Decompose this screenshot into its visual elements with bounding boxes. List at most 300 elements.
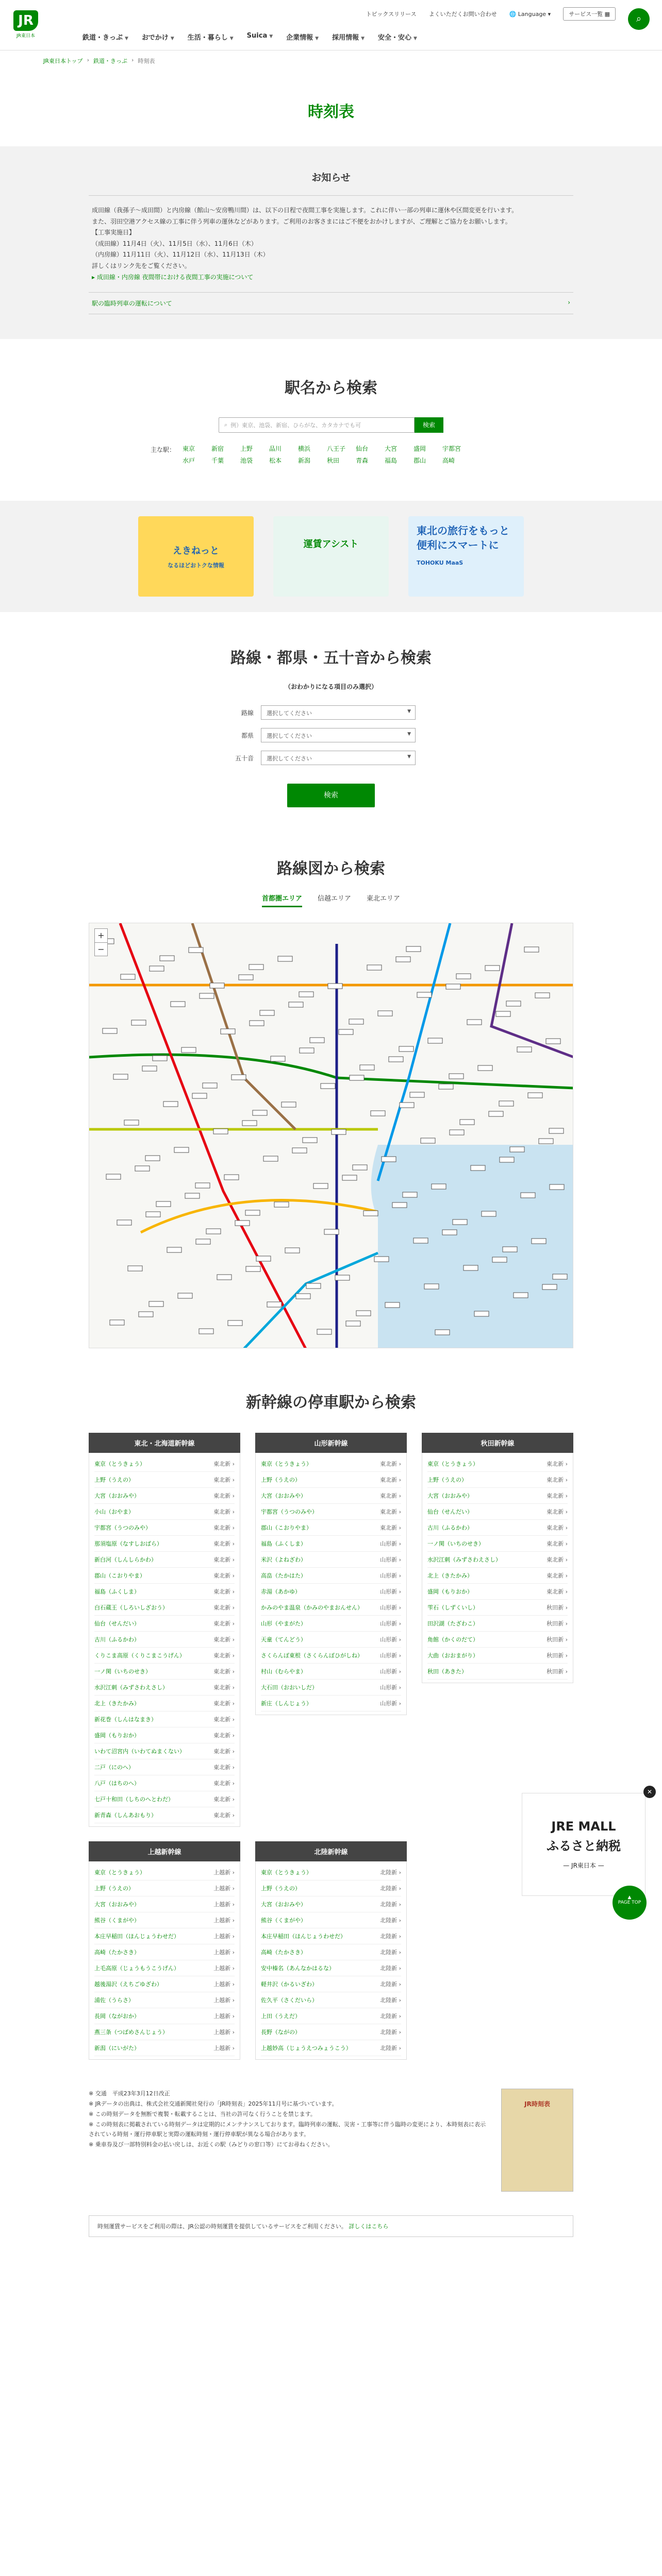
chevron-right-icon: › <box>568 299 570 307</box>
jr-east-logo[interactable] <box>13 10 38 38</box>
shinkansen-station-row[interactable] <box>94 1648 235 1664</box>
line-select[interactable]: 選択してください ▼ <box>261 705 416 720</box>
shinkansen-station-row[interactable] <box>94 1775 235 1791</box>
map-station-box[interactable] <box>271 1056 285 1061</box>
map-station-box[interactable] <box>517 1047 532 1052</box>
shinkansen-station-row[interactable] <box>261 1680 401 1696</box>
map-station-box[interactable] <box>174 1147 189 1153</box>
shinkansen-station-row[interactable] <box>94 1976 235 1992</box>
major-station-link[interactable]: 仙台 <box>356 445 369 453</box>
map-station-box[interactable] <box>263 1156 278 1161</box>
map-station-box[interactable] <box>328 984 342 989</box>
map-station-box[interactable] <box>413 1238 428 1243</box>
map-station-box[interactable] <box>332 1129 346 1134</box>
map-station-box[interactable] <box>310 1038 324 1043</box>
map-station-box[interactable] <box>110 1320 124 1325</box>
map-station-box[interactable] <box>285 1248 300 1253</box>
station-name: 本庄早稲田（ほんじょうわせだ） <box>261 1933 346 1940</box>
map-station-box[interactable] <box>106 1174 121 1179</box>
map-station-box[interactable] <box>278 956 292 961</box>
map-station-box[interactable] <box>185 1193 200 1198</box>
line-tag: 上越新 › <box>213 2013 235 2020</box>
map-station-box[interactable] <box>417 992 432 997</box>
map-station-box[interactable] <box>389 1057 403 1062</box>
chevron-down-icon: ▼ <box>407 754 411 760</box>
map-station-box[interactable] <box>403 1192 417 1197</box>
shinkansen-station-row[interactable] <box>94 1928 235 1944</box>
tab-shutoken[interactable]: 首都圏エリア <box>262 893 302 907</box>
major-station-link[interactable]: 青森 <box>356 457 369 465</box>
shinkansen-station-row[interactable] <box>427 1600 568 1616</box>
shinkansen-station-row[interactable] <box>427 1648 568 1664</box>
shinkansen-station-row[interactable] <box>427 1584 568 1600</box>
line-search-button[interactable]: 検索 <box>287 784 375 807</box>
map-station-box[interactable] <box>500 1157 514 1162</box>
shinkansen-station-row[interactable] <box>261 1552 401 1568</box>
line-tag: 北陸新 › <box>380 1917 401 1924</box>
map-station-box[interactable] <box>450 1130 464 1135</box>
map-station-box[interactable] <box>385 1302 400 1308</box>
notice-footer-link[interactable]: 駅の臨時列車の運転について › <box>89 293 573 314</box>
shinkansen-station-row[interactable] <box>261 1520 401 1536</box>
major-station-link[interactable]: 秋田 <box>327 457 340 465</box>
map-station-box[interactable] <box>160 956 174 961</box>
major-station-link[interactable]: 盛岡 <box>413 445 426 453</box>
shinkansen-station-row[interactable] <box>261 1600 401 1616</box>
map-station-box[interactable] <box>400 1103 414 1108</box>
shinkansen-station-row[interactable] <box>261 2040 401 2056</box>
shinkansen-station-row[interactable] <box>94 1960 235 1976</box>
map-station-box[interactable] <box>200 993 214 998</box>
map-station-box[interactable] <box>289 1002 303 1007</box>
map-station-box[interactable] <box>246 1266 260 1272</box>
map-station-box[interactable] <box>549 1128 564 1133</box>
map-station-box[interactable] <box>313 1183 328 1189</box>
shinkansen-station-row[interactable] <box>94 1568 235 1584</box>
shinkansen-station-row[interactable] <box>261 1648 401 1664</box>
shinkansen-station-row[interactable] <box>261 1632 401 1648</box>
map-station-box[interactable] <box>292 1148 307 1153</box>
station-search-input[interactable]: ⌕ 例）東京、池袋、新宿、ひらがな、カタカナでも可 <box>219 417 415 433</box>
map-station-box[interactable] <box>124 1120 139 1125</box>
shinkansen-station-row[interactable] <box>94 1616 235 1632</box>
close-icon[interactable]: ✕ <box>643 1786 656 1798</box>
map-station-box[interactable] <box>250 1021 264 1026</box>
route-map-tabs <box>0 893 662 907</box>
shinkansen-station-row[interactable] <box>94 1664 235 1680</box>
map-station-box[interactable] <box>113 1074 128 1079</box>
map-station-box[interactable] <box>267 1302 282 1307</box>
map-station-box[interactable] <box>274 1202 289 1207</box>
line-tag: 秋田新 › <box>547 1652 568 1659</box>
station-name: 熊谷（くまがや） <box>261 1917 306 1924</box>
gnav-rail[interactable]: 鉄道・きっぷ ▼ <box>82 34 128 42</box>
map-station-box[interactable] <box>496 1011 510 1016</box>
map-station-box[interactable] <box>471 1165 485 1171</box>
map-station-box[interactable] <box>542 1284 557 1290</box>
major-station-link[interactable]: 上野 <box>240 445 253 453</box>
search-icon: ⌕ <box>636 13 642 24</box>
major-station-link[interactable]: 松本 <box>269 457 282 465</box>
map-station-box[interactable] <box>217 1275 231 1280</box>
map-station-box[interactable] <box>239 975 253 980</box>
map-station-box[interactable] <box>171 1002 185 1007</box>
shinkansen-station-row[interactable] <box>427 1552 568 1568</box>
map-station-box[interactable] <box>181 1047 196 1053</box>
banner-ekinet[interactable]: えきねっと なるほどおトクな情報 <box>138 516 254 597</box>
shinkansen-station-row[interactable] <box>427 1536 568 1552</box>
line-tag: 上越新 › <box>213 1885 235 1892</box>
shinkansen-station-row[interactable] <box>261 1616 401 1632</box>
shinkansen-station-row[interactable] <box>427 1504 568 1520</box>
shinkansen-station-row[interactable] <box>94 1632 235 1648</box>
line-tag: 東北新 › <box>213 1588 235 1596</box>
zoom-out-button[interactable]: − <box>95 942 107 956</box>
map-station-box[interactable] <box>339 1029 353 1035</box>
map-station-box[interactable] <box>442 1230 457 1235</box>
map-station-box[interactable] <box>363 1211 378 1216</box>
shinkansen-station-row[interactable] <box>94 1807 235 1823</box>
map-station-box[interactable] <box>399 1046 413 1052</box>
util-link-topics[interactable]: トピックスリリース <box>366 11 417 18</box>
map-station-box[interactable] <box>199 1329 213 1334</box>
prefecture-select[interactable]: 選択してください ▼ <box>261 728 416 742</box>
major-station-link[interactable]: 水戸 <box>183 457 195 465</box>
shinkansen-station-row[interactable] <box>261 1472 401 1488</box>
gnav-outing[interactable]: おでかけ ▼ <box>141 34 174 42</box>
map-station-box[interactable] <box>178 1293 192 1298</box>
major-station-link[interactable]: 東京 <box>183 445 195 453</box>
map-station-box[interactable] <box>539 1139 553 1144</box>
gnav-recruit[interactable]: 採用情報 ▼ <box>332 34 365 42</box>
shinkansen-station-row[interactable] <box>261 1896 401 1912</box>
map-station-box[interactable] <box>249 964 263 970</box>
shinkansen-station-row[interactable] <box>427 1664 568 1680</box>
map-station-box[interactable] <box>303 1138 317 1143</box>
shinkansen-station-row[interactable] <box>94 1472 235 1488</box>
map-station-box[interactable] <box>150 966 164 971</box>
map-station-box[interactable] <box>396 957 410 962</box>
shinkansen-station-row[interactable] <box>261 2024 401 2040</box>
shinkansen-station-row[interactable] <box>94 1727 235 1743</box>
map-station-box[interactable] <box>189 947 203 953</box>
shinkansen-station-row[interactable] <box>94 2024 235 2040</box>
util-link-faq[interactable]: よくいただくお問い合わせ <box>428 11 497 18</box>
major-station-link[interactable]: 品川 <box>269 445 282 453</box>
major-station-link[interactable]: 宇都宮 <box>442 445 461 453</box>
shinkansen-station-row[interactable] <box>261 1960 401 1976</box>
map-station-box[interactable] <box>446 984 460 989</box>
map-station-box[interactable] <box>546 1039 560 1044</box>
station-name: 長野（ながの） <box>261 2029 301 2036</box>
shinkansen-station-row[interactable] <box>261 1928 401 1944</box>
map-station-box[interactable] <box>260 1010 274 1015</box>
map-station-box[interactable] <box>195 1183 210 1188</box>
shinkansen-station-row[interactable] <box>94 1504 235 1520</box>
shinkansen-station-row[interactable] <box>94 1711 235 1727</box>
jr-timetable-book-image[interactable]: JR時刻表 <box>501 2089 573 2192</box>
furusato-banner[interactable]: JRE MALL ふるさと納税 — JR東日本 — <box>522 1793 646 1896</box>
map-station-box[interactable] <box>410 1092 424 1097</box>
map-station-box[interactable] <box>514 1293 528 1298</box>
map-station-box[interactable] <box>350 1075 364 1080</box>
map-station-box[interactable] <box>374 1257 389 1262</box>
shinkansen-station-row[interactable] <box>427 1456 568 1472</box>
map-station-box[interactable] <box>435 1330 450 1335</box>
map-station-box[interactable] <box>535 993 550 998</box>
banner-fare-assist[interactable]: 運賃アシスト <box>273 516 389 597</box>
map-station-box[interactable] <box>231 1075 246 1080</box>
shinkansen-station-row[interactable] <box>261 1584 401 1600</box>
kana-select[interactable]: 選択してください ▼ <box>261 751 416 765</box>
map-station-box[interactable] <box>296 1294 310 1299</box>
map-station-box[interactable] <box>499 1101 514 1106</box>
info-bar-link[interactable]: 詳しくはこちら <box>349 2223 389 2230</box>
line-search-form <box>223 705 439 765</box>
site-search-button[interactable] <box>628 8 650 30</box>
shinkansen-station-row[interactable] <box>261 1664 401 1680</box>
major-station-link[interactable]: 郡山 <box>413 457 426 465</box>
line-tag: 東北新 › <box>213 1748 235 1755</box>
map-station-box[interactable] <box>299 992 313 997</box>
map-station-box[interactable] <box>406 946 421 952</box>
map-station-box[interactable] <box>245 1210 260 1215</box>
shinkansen-station-row[interactable] <box>94 1880 235 1896</box>
line-tag: 東北新 › <box>213 1684 235 1691</box>
map-station-box[interactable] <box>378 1011 392 1016</box>
map-station-box[interactable] <box>121 974 135 979</box>
shinkansen-station-row[interactable] <box>427 1488 568 1504</box>
map-station-box[interactable] <box>103 1028 117 1033</box>
station-name: 新花巻（しんはなまき） <box>94 1716 157 1723</box>
shinkansen-station-row[interactable] <box>261 2008 401 2024</box>
shinkansen-station-row[interactable] <box>94 2040 235 2056</box>
map-station-box[interactable] <box>532 1239 546 1244</box>
map-station-box[interactable] <box>128 1266 142 1271</box>
shinkansen-station-row[interactable] <box>94 1912 235 1928</box>
map-station-box[interactable] <box>224 1175 239 1180</box>
shinkansen-station-row[interactable] <box>427 1472 568 1488</box>
major-station-link[interactable]: 池袋 <box>240 457 253 465</box>
shinkansen-station-row[interactable] <box>427 1632 568 1648</box>
gnav-safety[interactable]: 安全・安心 ▼ <box>378 34 417 42</box>
shinkansen-station-row[interactable] <box>261 1456 401 1472</box>
shinkansen-station-row[interactable] <box>94 1488 235 1504</box>
map-station-box[interactable] <box>456 974 471 979</box>
map-station-box[interactable] <box>192 1093 207 1098</box>
map-station-box[interactable] <box>550 1184 564 1190</box>
map-station-box[interactable] <box>428 1038 442 1043</box>
line-tag: 北陸新 › <box>380 1933 401 1940</box>
map-station-box[interactable] <box>156 1201 171 1207</box>
shinkansen-station-row[interactable] <box>94 1759 235 1775</box>
map-station-box[interactable] <box>521 1193 535 1198</box>
map-station-box[interactable] <box>524 947 539 952</box>
gnav-suica[interactable]: Suica ▼ <box>246 32 273 40</box>
map-station-box[interactable] <box>139 1312 153 1317</box>
shinkansen-station-row[interactable] <box>427 1568 568 1584</box>
shinkansen-station-row[interactable] <box>261 1865 401 1880</box>
map-station-box[interactable] <box>117 1220 131 1225</box>
map-station-box[interactable] <box>360 1065 374 1070</box>
map-station-box[interactable] <box>196 1239 210 1244</box>
banner-tohoku-maas[interactable]: 東北の旅行をもっと便利にスマートに TOHOKU MaaS <box>408 516 524 597</box>
station-search-button[interactable]: 検索 <box>415 417 443 433</box>
page-top-button[interactable]: ▲ PAGE TOP <box>613 1886 647 1920</box>
shinkansen-station-row[interactable] <box>94 1896 235 1912</box>
map-station-box[interactable] <box>324 1229 339 1234</box>
map-station-box[interactable] <box>356 1311 371 1316</box>
map-station-box[interactable] <box>253 1110 267 1115</box>
map-station-box[interactable] <box>453 1219 467 1225</box>
shinkansen-station-row[interactable] <box>94 1696 235 1711</box>
map-station-box[interactable] <box>553 1274 567 1279</box>
gnav-company[interactable]: 企業情報 ▼ <box>286 34 319 42</box>
map-station-box[interactable] <box>439 1084 453 1089</box>
shinkansen-station-row[interactable] <box>94 1536 235 1552</box>
shinkansen-line <box>255 1433 407 1827</box>
map-station-box[interactable] <box>149 1301 163 1307</box>
station-name: 仙台（せんだい） <box>427 1509 473 1516</box>
map-station-box[interactable] <box>221 1029 235 1034</box>
zoom-in-button[interactable]: + <box>97 930 105 941</box>
map-station-box[interactable] <box>300 1048 314 1053</box>
shinkansen-station-row[interactable] <box>94 1520 235 1536</box>
shinkansen-station-row[interactable] <box>261 1536 401 1552</box>
map-station-box[interactable] <box>145 1156 160 1161</box>
map-station-box[interactable] <box>167 1247 181 1252</box>
map-station-box[interactable] <box>353 1165 367 1170</box>
station-name: 浦佐（うらさ） <box>94 1997 134 2004</box>
shinkansen-station-row[interactable] <box>94 1600 235 1616</box>
map-station-box[interactable] <box>317 1329 332 1334</box>
map-station-box[interactable] <box>482 1211 496 1216</box>
map-station-box[interactable] <box>306 1283 321 1289</box>
map-station-box[interactable] <box>131 1020 146 1025</box>
map-station-box[interactable] <box>235 1221 250 1226</box>
line-tag: 北陸新 › <box>380 1885 401 1892</box>
shinkansen-station-row[interactable] <box>261 1992 401 2008</box>
shinkansen-station-row[interactable] <box>261 1944 401 1960</box>
map-station-box[interactable] <box>474 1311 489 1316</box>
map-station-box[interactable] <box>282 1102 296 1107</box>
map-station-box[interactable] <box>349 1019 363 1024</box>
major-station-link[interactable]: 横浜 <box>298 445 311 453</box>
map-station-box[interactable] <box>210 983 224 988</box>
line-tag: 東北新 › <box>213 1524 235 1532</box>
map-station-box[interactable] <box>321 1083 335 1089</box>
shinkansen-station-row[interactable] <box>261 1568 401 1584</box>
shinkansen-station-row[interactable] <box>94 1865 235 1880</box>
map-station-box[interactable] <box>432 1184 446 1189</box>
major-station-link[interactable]: 八王子 <box>327 445 346 453</box>
shinkansen-station-row[interactable] <box>261 1488 401 1504</box>
shinkansen-station-row[interactable] <box>94 1791 235 1807</box>
map-station-box[interactable] <box>421 1138 435 1143</box>
line-tag: 秋田新 › <box>547 1604 568 1612</box>
shinkansen-station-row[interactable] <box>261 1696 401 1711</box>
station-name: 東京（とうきょう） <box>427 1461 478 1468</box>
tab-tohoku[interactable]: 東北エリア <box>367 895 401 903</box>
shinkansen-station-row[interactable] <box>261 1880 401 1896</box>
map-station-box[interactable] <box>392 1202 407 1208</box>
map-station-box[interactable] <box>367 965 382 970</box>
breadcrumb-top[interactable]: JR東日本トップ <box>43 58 83 64</box>
gnav-life[interactable]: 生活・暮らし ▼ <box>187 34 234 42</box>
major-station-link[interactable]: 大宮 <box>385 445 398 453</box>
major-station-link[interactable]: 新潟 <box>298 457 311 465</box>
map-station-box[interactable] <box>489 1111 503 1116</box>
shinkansen-station-row[interactable] <box>94 1992 235 2008</box>
shinkansen-station-row[interactable] <box>427 1520 568 1536</box>
map-station-box[interactable] <box>464 1265 478 1270</box>
shinkansen-station-row[interactable] <box>261 1504 401 1520</box>
map-station-box[interactable] <box>213 1129 228 1134</box>
map-station-box[interactable] <box>449 1074 464 1079</box>
line-tag: 山形新 › <box>380 1636 401 1643</box>
language-selector[interactable]: 🌐 Language ▾ <box>509 10 551 18</box>
major-station-link[interactable]: 福島 <box>385 457 398 465</box>
tab-shinetsu[interactable]: 信越エリア <box>317 895 351 903</box>
map-station-box[interactable] <box>142 1066 157 1071</box>
map-station-box[interactable] <box>135 1166 150 1171</box>
map-station-box[interactable] <box>371 1111 385 1116</box>
map-station-box[interactable] <box>528 1093 542 1098</box>
map-station-box[interactable] <box>228 1320 242 1326</box>
map-station-box[interactable] <box>492 1257 507 1262</box>
major-station-link[interactable]: 新宿 <box>211 445 224 453</box>
shinkansen-station-row[interactable] <box>94 1584 235 1600</box>
map-station-box[interactable] <box>467 1020 482 1025</box>
major-station-link[interactable]: 千葉 <box>211 457 224 465</box>
map-station-box[interactable] <box>342 1175 357 1180</box>
map-station-box[interactable] <box>510 1147 524 1152</box>
shinkansen-station-row[interactable] <box>94 2008 235 2024</box>
map-station-box[interactable] <box>203 1083 217 1088</box>
line-tag: 東北新 › <box>213 1812 235 1819</box>
map-station-box[interactable] <box>503 1247 517 1252</box>
breadcrumb-rail[interactable]: 鉄道・きっぷ <box>93 58 127 64</box>
shinkansen-station-row[interactable] <box>427 1616 568 1632</box>
map-station-box[interactable] <box>382 1157 396 1162</box>
map-station-box[interactable] <box>478 1065 492 1071</box>
shinkansen-station-row[interactable] <box>94 1552 235 1568</box>
shinkansen-station-row[interactable] <box>94 1456 235 1472</box>
map-station-box[interactable] <box>146 1212 160 1217</box>
notice-link[interactable]: ▸ 成田線・内房線 夜間帯における夜間工事の実施について <box>92 273 254 281</box>
map-station-box[interactable] <box>242 1121 257 1126</box>
shinkansen-station-row[interactable] <box>261 1976 401 1992</box>
route-map[interactable] <box>89 923 573 1348</box>
map-station-box[interactable] <box>460 1120 474 1125</box>
shinkansen-station-row[interactable] <box>94 1680 235 1696</box>
map-station-box[interactable] <box>424 1284 439 1289</box>
shinkansen-station-row[interactable] <box>94 1743 235 1759</box>
map-station-box[interactable] <box>346 1321 360 1326</box>
shinkansen-line <box>89 1841 240 2060</box>
map-station-box[interactable] <box>485 965 500 971</box>
map-station-box[interactable] <box>506 1001 521 1006</box>
map-station-box[interactable] <box>335 1275 350 1280</box>
shinkansen-station-row[interactable] <box>94 1944 235 1960</box>
shinkansen-station-row[interactable] <box>261 1912 401 1928</box>
map-station-box[interactable] <box>163 1101 178 1107</box>
service-list-button[interactable]: サービス一覧 ▦ <box>563 7 616 21</box>
map-station-box[interactable] <box>153 1056 167 1061</box>
major-station-link[interactable]: 高崎 <box>442 457 455 465</box>
map-station-box[interactable] <box>206 1229 221 1234</box>
map-station-box[interactable] <box>256 1256 271 1261</box>
